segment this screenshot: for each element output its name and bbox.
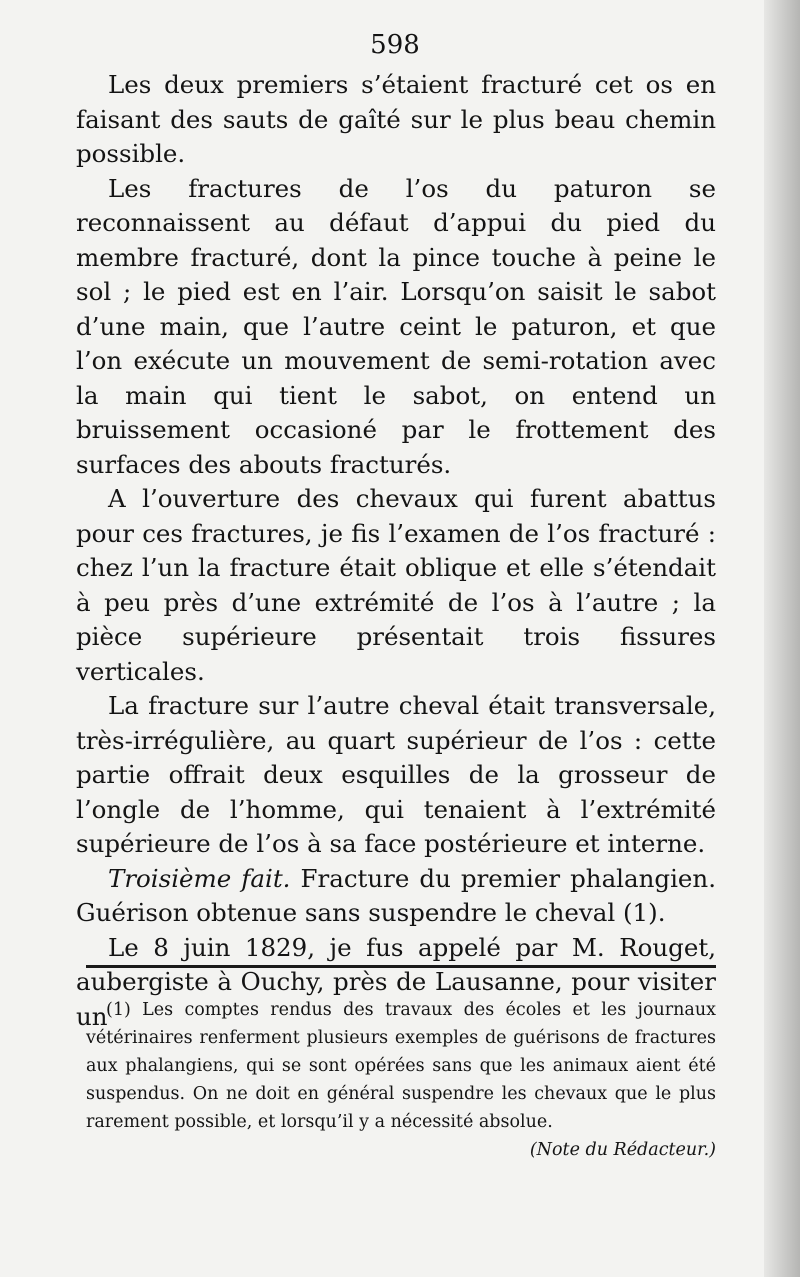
paragraph: Le 8 juin 1829, je fus appelé par M. Rouget, aubergiste à Ouchy, près de Lausanne, pour visiter un [76, 932, 716, 1031]
footnote-text: (1) Les comptes rendus des travaux des écoles et les journaux vétérinaires renferment plusieurs exemples de guérisons de fractures aux phalangiens, qui se sont opérées sans que les animaux aient été suspendus. On ne doit en général suspendre les chevaux que le plus rarement possible, et lorsqu’il y a nécessité absolue. [86, 1000, 716, 1132]
page-number: 598 [370, 30, 420, 60]
section-heading [76, 862, 716, 931]
footnote-signoff: (Note du Rédacteur.) [529, 1140, 716, 1160]
paragraph: Les deux premiers s’étaient fracturé cet os en faisant des sauts de gaîté sur le plus beau chemin possible. [76, 70, 716, 168]
paragraph: A l’ouverture des chevaux qui furent abattus pour ces fractures, je fis l’examen de l’os fracturé : chez l’un la fracture était oblique et elle s’étendait à peu près d’une extrémité de l’os à l’autre ; la pièce supérieure présentait trois fissures verticales. [76, 484, 716, 686]
section-heading-italic: Troisième fait. [108, 863, 291, 893]
paragraph: La fracture sur l’autre cheval était transversale, très-irrégulière, au quart supérieur de l’os : cette partie offrait deux esquilles de la grosseur de l’ongle de l’homme, qui tenaient à l’extrémité supérieure de l’os à sa face postérieure et interne. [76, 691, 716, 858]
main-text [76, 68, 716, 1034]
footnote [86, 996, 716, 1164]
page-spine-shadow [764, 0, 800, 1277]
footnote-rule [86, 965, 716, 968]
paragraph: Les fractures de l’os du paturon se reconnaissent au défaut d’appui du pied du membre fracturé, dont la pince touche à peine le sol ; le pied est en l’air. Lorsqu’on saisit le sabot d’une main, que l’autre ceint le paturon, et que l’on exécute un mouvement de semi-rotation avec la main qui tient le sabot, on entend un bruissement occasioné par le frottement des surfaces des abouts fracturés. [76, 173, 716, 479]
section-heading-text: Fracture du premier phalangien. Guérison obtenue sans suspendre le cheval (1). [76, 863, 716, 927]
